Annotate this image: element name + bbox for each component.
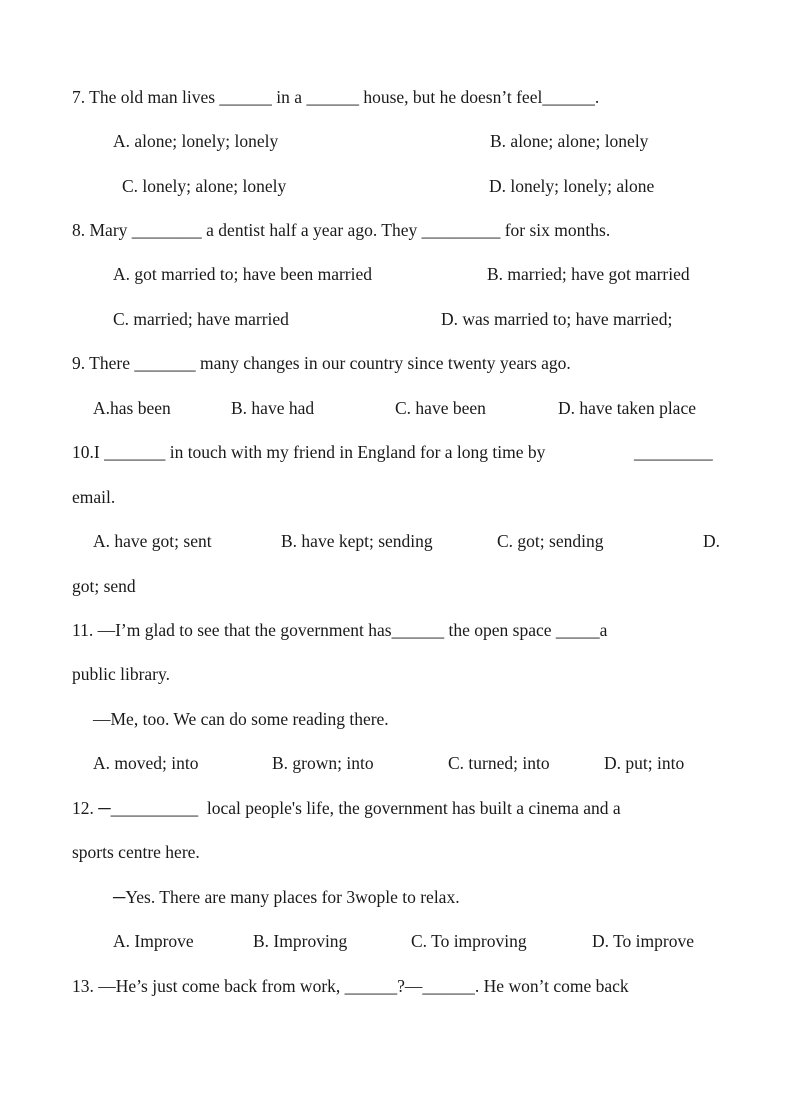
q9-option-c: C. have been xyxy=(395,398,486,418)
q11-stem-line1: 11. —I’m glad to see that the government has______ the open space _____a xyxy=(72,620,608,640)
q11-option-a: A. moved; into xyxy=(93,753,199,773)
q13-stem-line1: 13. —He’s just come back from work, ______?—______. He won’t come back xyxy=(72,976,629,996)
q10-option-a: A. have got; sent xyxy=(93,531,212,551)
q8-option-b: B. married; have got married xyxy=(487,264,690,284)
q8-option-d: D. was married to; have married; xyxy=(441,309,673,329)
q12-stem-line2: sports centre here. xyxy=(72,842,200,862)
q11-stem-line2: public library. xyxy=(72,664,171,684)
q9-option-b: B. have had xyxy=(231,398,315,418)
q12-option-a: A. Improve xyxy=(113,931,194,951)
q10-stem-line1: 10.I _______ in touch with my friend in England for a long time by xyxy=(72,442,546,462)
q9-option-d: D. have taken place xyxy=(558,398,696,418)
q11-reply: —Me, too. We can do some reading there. xyxy=(93,709,389,729)
q7-option-d: D. lonely; lonely; alone xyxy=(489,176,655,196)
q10-option-d-text: got; send xyxy=(72,576,136,596)
q8-stem: 8. Mary ________ a dentist half a year ago. They _________ for six months. xyxy=(72,220,611,240)
q10-stem-line2: email. xyxy=(72,487,116,507)
q10-option-c: C. got; sending xyxy=(497,531,604,551)
q9-stem: 9. There _______ many changes in our country since twenty years ago. xyxy=(72,353,571,373)
q11-option-d: D. put; into xyxy=(604,753,685,773)
q12-option-b: B. Improving xyxy=(253,931,348,951)
q7-option-c: C. lonely; alone; lonely xyxy=(122,176,287,196)
q8-option-c: C. married; have married xyxy=(113,309,289,329)
q12-stem-line1: 12. ─__________ local people's life, the government has built a cinema and a xyxy=(72,798,621,818)
q11-option-b: B. grown; into xyxy=(272,753,374,773)
q12-option-d: D. To improve xyxy=(592,931,694,951)
q12-reply: ─Yes. There are many places for 3wople to relax. xyxy=(113,887,460,907)
q11-option-c: C. turned; into xyxy=(448,753,550,773)
q7-option-a: A. alone; lonely; lonely xyxy=(113,131,279,151)
q7-stem: 7. The old man lives ______ in a ______ house, but he doesn’t feel______. xyxy=(72,87,600,107)
q9-option-a: A.has been xyxy=(93,398,171,418)
q7-option-b: B. alone; alone; lonely xyxy=(490,131,649,151)
q10-stem-blank: _________ xyxy=(634,442,713,462)
q8-option-a: A. got married to; have been married xyxy=(113,264,372,284)
q10-option-d-label: D. xyxy=(703,531,721,551)
q10-option-b: B. have kept; sending xyxy=(281,531,433,551)
q12-option-c: C. To improving xyxy=(411,931,527,951)
